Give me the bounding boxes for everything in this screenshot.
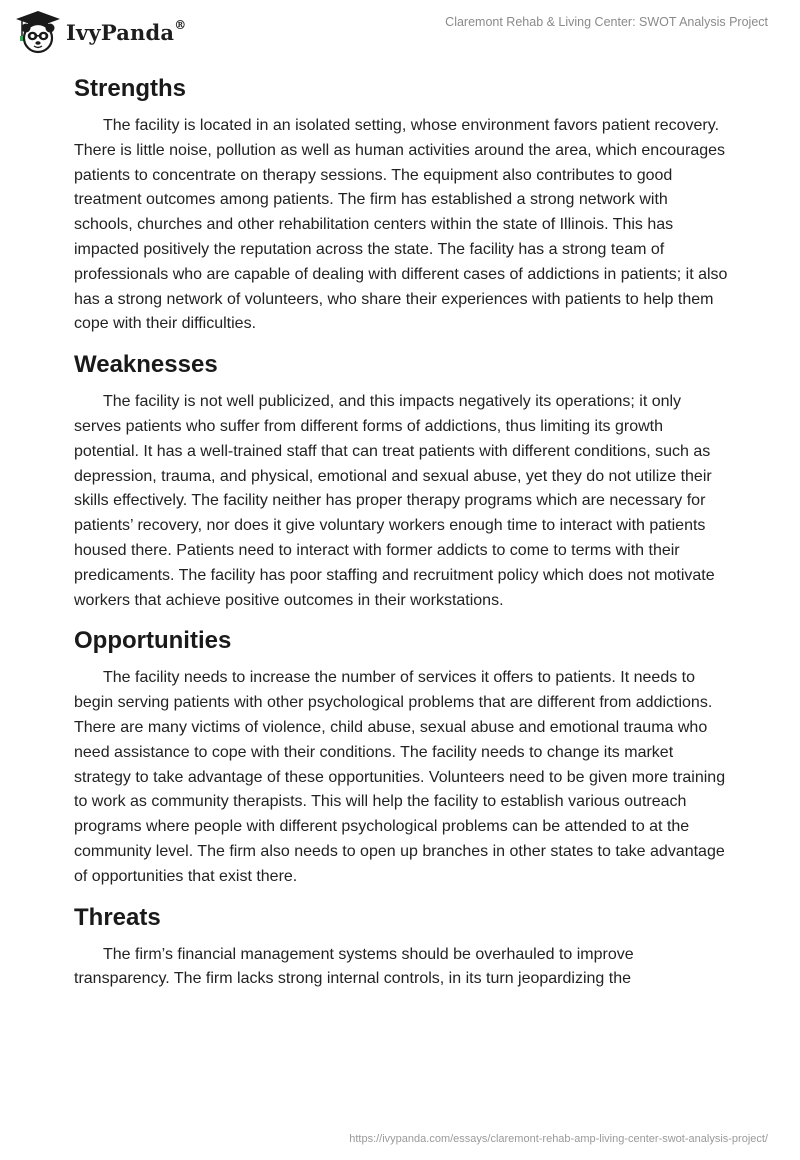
section-heading: Strengths xyxy=(74,75,187,102)
section-strengths xyxy=(74,70,730,337)
section-heading: Opportunities xyxy=(74,627,232,655)
document-title: Claremont Rehab & Living Center: SWOT Analysis Project xyxy=(445,15,768,29)
section-weaknesses xyxy=(74,346,730,613)
section-heading: Weaknesses xyxy=(74,351,218,379)
section-paragraph: The facility needs to increase the number of services it offers to patients. It needs to begin serving patients with other psychological problems that are different from addictions. There are many victims of violence, child abuse, sexual abuse and emotional trauma who need assistance to cope with their conditions. The facility needs to change its market strategy to take advantage of these opportunities. Volunteers need to be given more training to work as community therapists. This will help the facility to establish various outreach programs where people with different psychological problems can be attended to at the community level. The firm also needs to open up branches in other states to take advantage of opportunities that exist there. xyxy=(74,669,726,885)
section-paragraph: The facility is located in an isolated setting, whose environment favors patient recovery. There is little noise, pollution as well as human activities around the area, which encourages patients to concentrate on therapy sessions. The equipment also contributes to good treatment outcomes among patients. The firm has established a strong network with schools, churches and other rehabilitation centers within the state of Illinois. This has impacted positively the reputation across the state. The facility has a strong team of professionals who are capable of dealing with different cases of addictions in patients; it also has a strong network of volunteers, who share their experiences with patients to help them cope with their difficulties. xyxy=(74,117,728,333)
logo-wordmark: IvyPanda® xyxy=(66,17,187,45)
section-paragraph: The firm’s financial management systems should be overhauled to improve transparency. The firm lacks strong internal controls, in its turn jeopardizing the xyxy=(74,945,634,988)
section-heading: Threats xyxy=(74,903,161,931)
section-opportunities xyxy=(74,622,730,889)
registered-mark: ® xyxy=(174,17,187,32)
section-paragraph: The facility is not well publicized, and this impacts negatively its operations; it only serves patients who suffer from different forms of addictions, thus limiting its growth potential. It has a well-trained staff that can treat patients with different conditions, such as depression, trauma, and physical, emotional and sexual abuse, yet they do not utilize their skills effectively. The facility neither has proper therapy programs which are necessary for patients’ recovery, nor does it give voluntary workers enough time to interact with patients housed there. Patients need to interact with former addicts to come to terms with their predicaments. The facility has poor staffing and recruitment policy which does not motivate workers that achieve positive outcomes in their workstations. xyxy=(74,393,715,609)
panda-graduate-icon xyxy=(14,9,62,55)
essay-body xyxy=(74,70,730,1001)
section-threats xyxy=(74,899,730,993)
ivypanda-logo[interactable] xyxy=(14,8,186,56)
page-header xyxy=(0,0,800,64)
source-url-link[interactable]: https://ivypanda.com/essays/claremont-rehab-amp-living-center-swot-analysis-project/ xyxy=(349,1133,768,1145)
